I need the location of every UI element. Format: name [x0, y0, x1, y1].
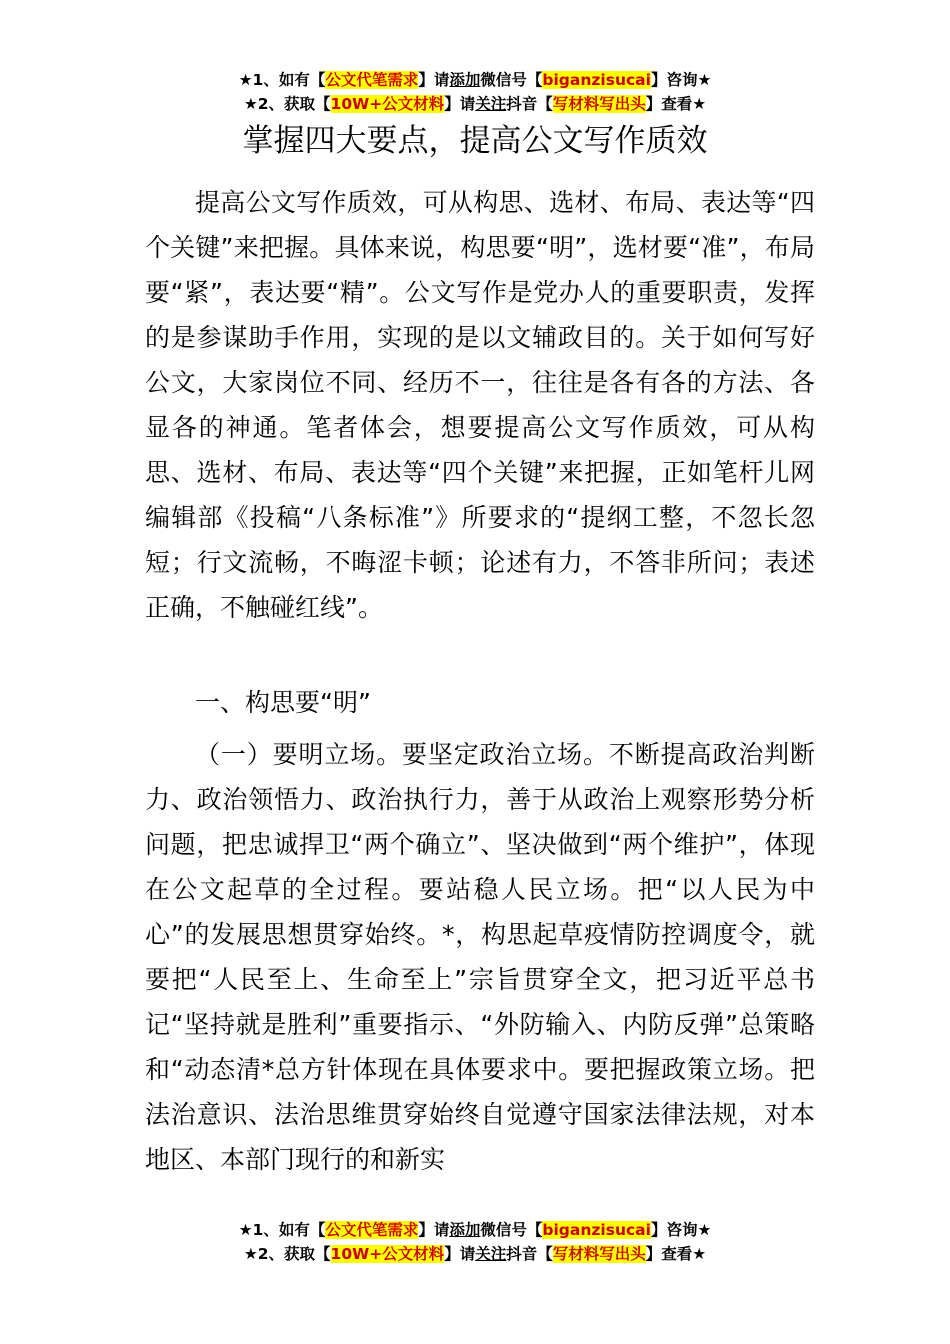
banner-text: 】咨询★	[650, 71, 712, 89]
banner-emphasis: 关注	[475, 95, 507, 113]
footer-banner	[0, 1218, 950, 1266]
banner-text: 】查看★	[645, 1245, 707, 1263]
banner-emphasis: 关注	[475, 1245, 507, 1263]
highlight-douyin-account: 写材料写出头	[552, 95, 646, 113]
banner-text: 】咨询★	[650, 1221, 712, 1239]
banner-text: 】请	[418, 71, 450, 89]
banner-emphasis: 添加	[449, 71, 481, 89]
intro-paragraph: 提高公文写作质效，可从构思、选材、布局、表达等“四个关键”来把握。具体来说，构思要“明”，选材要“准”，布局要“紧”，表达要“精”。公文写作是党办人的重要职责，发挥的是参谋助手作用，实现的是以文辅政目的。关于如何写好公文，大家岗位不同、经历不一，往往是各有各的方法、各显各的神通。笔者体会，想要提高公文写作质效，可从构思、选材、布局、表达等“四个关键”来把握，正如笔杆儿网编辑部《投稿“八条标准”》所要求的“提纲工整，不忽长忽短；行文流畅，不晦涩卡顿；论述有力，不答非所问；表述正确，不触碰红线”。	[145, 188, 815, 622]
banner-text: 】请	[418, 1221, 450, 1239]
banner-line-1	[0, 68, 950, 92]
banner-emphasis: 添加	[449, 1221, 481, 1239]
banner-text: 】请	[444, 95, 476, 113]
banner-text: 】请	[444, 1245, 476, 1263]
banner-text: ★1、如有【	[238, 1221, 326, 1239]
document-title: 掌握四大要点，提高公文写作质效	[242, 123, 708, 159]
banner-text: ★1、如有【	[238, 71, 326, 89]
banner-text: 抖音【	[506, 95, 553, 113]
header-banner	[0, 68, 950, 116]
section-paragraph-1: （一）要明立场。要坚定政治立场。不断提高政治判断力、政治领悟力、政治执行力，善于从政治上观察形势分析问题，把忠诚捍卫“两个确立”、坚决做到“两个维护”，体现在公文起草的全过程。要站稳人民立场。把“以人民为中心”的发展思想贯穿始终。*，构思起草疫情防控调度令，就要把“人民至上、生命至上”宗旨贯穿全文，把习近平总书记“坚持就是胜利”重要指示、“外防输入、内防反弹”总策略和“动态清*总方针体现在具体要求中。要把握政策立场。把法治意识、法治思维贯穿始终自觉遵守国家法律法规，对本地区、本部门现行的和新实	[145, 740, 815, 1174]
banner-text: 】查看★	[645, 95, 707, 113]
banner-text: 微信号【	[480, 1221, 543, 1239]
highlight-douyin-account: 写材料写出头	[552, 1245, 646, 1263]
highlight-wechat-id: biganzisucai	[542, 1221, 651, 1239]
highlight-materials: 10W+公文材料	[330, 95, 445, 113]
highlight-service: 公文代笔需求	[325, 71, 419, 89]
highlight-service: 公文代笔需求	[325, 1221, 419, 1239]
banner-line-1	[0, 1218, 950, 1242]
banner-text: 抖音【	[506, 1245, 553, 1263]
banner-line-2	[0, 1242, 950, 1266]
highlight-wechat-id: biganzisucai	[542, 71, 651, 89]
banner-text: ★2、获取【	[243, 1245, 331, 1263]
banner-text: ★2、获取【	[243, 95, 331, 113]
banner-line-2	[0, 92, 950, 116]
highlight-materials: 10W+公文材料	[330, 1245, 445, 1263]
banner-text: 微信号【	[480, 71, 543, 89]
section-heading-1: 一、构思要“明”	[195, 688, 371, 717]
